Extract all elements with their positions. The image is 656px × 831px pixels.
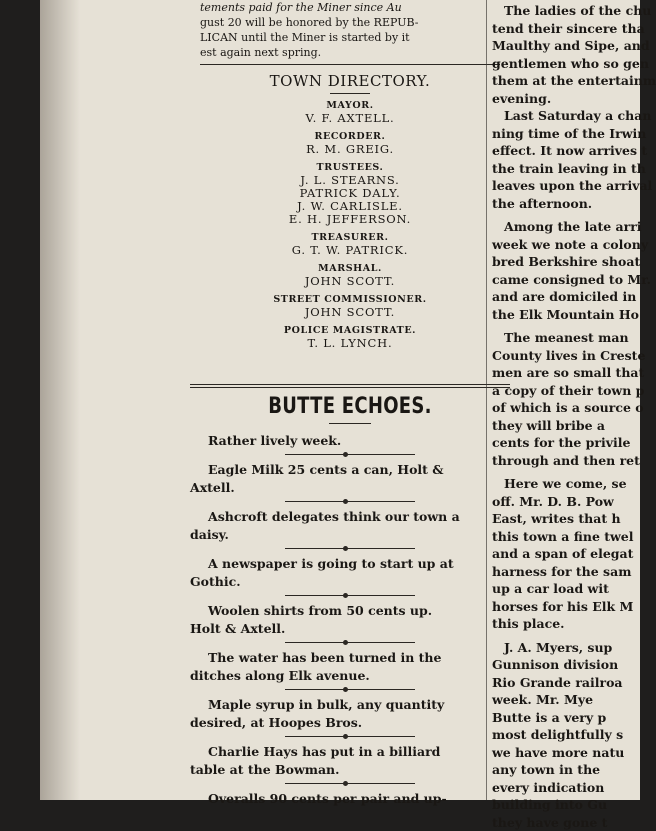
right-text-line: a copy of their town p: [492, 382, 640, 400]
echo-item: [190, 508, 510, 544]
echo-item: [190, 696, 510, 732]
right-text-line: The ladies of the chu: [492, 2, 640, 20]
echo-text: desired, at Hoopes Bros.: [190, 714, 510, 732]
right-text-line: any town in the: [492, 761, 640, 779]
top-line: tements paid for the Miner since Au: [200, 0, 500, 15]
officer-name: V. F. AXTELL.: [190, 112, 510, 125]
office-title: TREASURER.: [190, 232, 510, 244]
echo-text: Holt & Axtell.: [190, 620, 510, 638]
right-text-line: cents for the privile: [492, 434, 640, 452]
right-text-line: week we note a colony: [492, 236, 640, 254]
right-text-line: this place.: [492, 615, 640, 633]
echo-item: [190, 790, 510, 808]
right-column: [492, 2, 640, 802]
echoes-heading: BUTTE ECHOES.: [219, 394, 481, 419]
echo-text: daisy.: [190, 526, 510, 544]
right-text-line: Gunnison division: [492, 656, 640, 674]
ornament-divider: [285, 501, 415, 502]
right-text-line: Last Saturday a chan: [492, 107, 640, 125]
right-text-line: ning time of the Irwin: [492, 125, 640, 143]
officer-name: G. T. W. PATRICK.: [190, 244, 510, 257]
section-divider: [200, 64, 500, 65]
right-text-line: the Elk Mountain Ho: [492, 306, 640, 324]
right-text-line: bred Berkshire shoat: [492, 253, 640, 271]
top-line: LICAN until the Miner is started by it: [200, 30, 500, 45]
right-text-line: the afternoon.: [492, 195, 640, 213]
page-gutter-shadow: [40, 0, 80, 800]
right-text-line: every indication: [492, 779, 640, 797]
officer-name: R. M. GREIG.: [190, 143, 510, 156]
ornament-divider: [285, 548, 415, 549]
top-line: gust 20 will be honored by the REPUB-: [200, 15, 500, 30]
echo-text: Maple syrup in bulk, any quantity: [190, 696, 510, 714]
office-title: RECORDER.: [190, 131, 510, 143]
right-text-line: most delightfully s: [492, 726, 640, 744]
section-double-rule: [190, 384, 510, 388]
office-title: MARSHAL.: [190, 263, 510, 275]
echo-item: [190, 555, 510, 591]
officer-name: PATRICK DALY.: [190, 187, 510, 200]
officer-name: JOHN SCOTT.: [190, 275, 510, 288]
echo-text: Rather lively week.: [190, 432, 510, 450]
right-text-line: building into Gu: [492, 796, 640, 814]
right-text-line: Rio Grande railroa: [492, 674, 640, 692]
right-text-line: through and then ret: [492, 452, 640, 470]
echo-text: table at the Bowman.: [190, 761, 510, 779]
echoes-heading-underline: [329, 423, 371, 424]
echo-text: Overalls 90 cents per pair and up-: [190, 790, 510, 808]
right-text-line: and a span of elegat: [492, 545, 640, 563]
right-text-line: this town a fine twel: [492, 528, 640, 546]
echo-text: Gothic.: [190, 573, 510, 591]
right-text-line: Among the late arri: [492, 218, 640, 236]
right-text-line: and are domiciled in: [492, 288, 640, 306]
right-text-line: East, writes that h: [492, 510, 640, 528]
right-text-line: men are so small that: [492, 364, 640, 382]
officer-name: J. W. CARLISLE.: [190, 200, 510, 213]
office-title: POLICE MAGISTRATE.: [190, 325, 510, 337]
right-text-line: we have more natu: [492, 744, 640, 762]
officer-name: J. L. STEARNS.: [190, 174, 510, 187]
officer-name: T. L. LYNCH.: [190, 337, 510, 350]
echo-text: Ashcroft delegates think our town a: [190, 508, 510, 526]
echo-text: Woolen shirts from 50 cents up.: [190, 602, 510, 620]
echo-text: ditches along Elk avenue.: [190, 667, 510, 685]
ornament-divider: [285, 689, 415, 690]
right-text-line: leaves upon the arrival: [492, 177, 640, 195]
echo-item: [190, 602, 510, 638]
right-text-line: County lives in Creste: [492, 347, 640, 365]
echo-item: [190, 461, 510, 497]
butte-echoes: [190, 394, 510, 808]
right-text-line: they will bribe a: [492, 417, 640, 435]
echo-text: Charlie Hays has put in a billiard: [190, 743, 510, 761]
ornament-divider: [285, 783, 415, 784]
right-text-line: gentlemen who so gen: [492, 55, 640, 73]
ornament-divider: [285, 595, 415, 596]
directory-heading-underline: [330, 93, 370, 94]
right-text-line: came consigned to Mr.: [492, 271, 640, 289]
ornament-divider: [285, 454, 415, 455]
right-text-line: J. A. Myers, sup: [492, 639, 640, 657]
right-text-line: effect. It now arrives t: [492, 142, 640, 160]
right-text-line: tend their sincere tha: [492, 20, 640, 38]
right-text-line: the train leaving in th: [492, 160, 640, 178]
office-title: STREET COMMISSIONER.: [190, 294, 510, 306]
directory-heading: TOWN DIRECTORY.: [190, 72, 510, 90]
echo-item: [190, 432, 510, 450]
right-text-line: Here we come, se: [492, 475, 640, 493]
right-text-line: of which is a source o: [492, 399, 640, 417]
officer-name: E. H. JEFFERSON.: [190, 213, 510, 226]
right-text-line: up a car load wit: [492, 580, 640, 598]
ornament-divider: [285, 736, 415, 737]
right-text-line: them at the entertainm: [492, 72, 640, 90]
echo-text: Axtell.: [190, 479, 510, 497]
echo-text: The water has been turned in the: [190, 649, 510, 667]
town-directory: [190, 72, 510, 350]
column-divider: [486, 0, 487, 800]
top-line: est again next spring.: [200, 45, 500, 60]
right-text-line: Maulthy and Sipe, and: [492, 37, 640, 55]
right-text-line: horses for his Elk M: [492, 598, 640, 616]
right-text-line: they have gone t: [492, 814, 640, 831]
right-text-line: week. Mr. Mye: [492, 691, 640, 709]
office-title: TRUSTEES.: [190, 162, 510, 174]
echo-item: [190, 743, 510, 779]
echo-item: [190, 649, 510, 685]
ornament-divider: [285, 642, 415, 643]
right-text-line: harness for the sam: [492, 563, 640, 581]
echo-text: A newspaper is going to start up at: [190, 555, 510, 573]
newspaper-page: [40, 0, 640, 800]
left-column: [190, 0, 520, 800]
officer-name: JOHN SCOTT.: [190, 306, 510, 319]
echo-text: Eagle Milk 25 cents a can, Holt &: [190, 461, 510, 479]
right-text-line: off. Mr. D. B. Pow: [492, 493, 640, 511]
right-text-line: evening.: [492, 90, 640, 108]
right-text-line: Butte is a very p: [492, 709, 640, 727]
right-text-line: The meanest man: [492, 329, 640, 347]
office-title: MAYOR.: [190, 100, 510, 112]
